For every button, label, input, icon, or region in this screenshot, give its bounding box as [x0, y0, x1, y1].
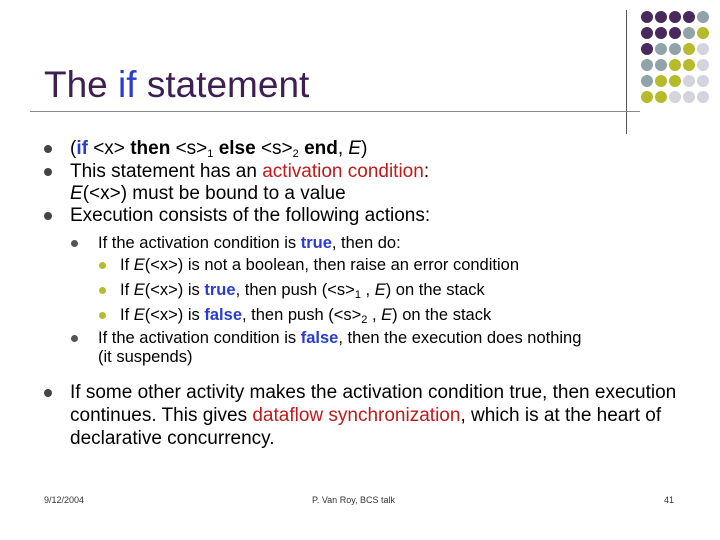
dot-icon: [669, 43, 681, 55]
vertical-divider: [626, 10, 627, 134]
subbullet-false-case: If the activation condition is false, then the execution does nothing (it suspends): [44, 329, 598, 367]
subsubbullet-true-push: If E(<x>) is true, then push ($<s>_1$ , E) on the stack: [44, 278, 684, 303]
footer-author: P. Van Roy, BCS talk: [312, 495, 396, 505]
dot-icon: [683, 91, 695, 103]
title-underline: [30, 111, 640, 112]
dot-icon: [669, 91, 681, 103]
dot-icon: [641, 11, 653, 23]
bullet-icon: [71, 240, 78, 247]
dot-icon: [697, 27, 709, 39]
subbullet-true-case: If the activation condition is true, then do:: [44, 234, 684, 253]
footer-page-number: 41: [664, 495, 675, 505]
dot-icon: [641, 75, 653, 87]
dot-icon: [669, 27, 681, 39]
dot-icon: [669, 75, 681, 87]
dot-icon: [683, 59, 695, 71]
activation-condition-highlight: activation condition: [262, 161, 424, 182]
bullet-icon: [44, 145, 52, 153]
dot-icon: [641, 91, 653, 103]
dataflow-sync-highlight: dataflow synchronization: [252, 405, 461, 426]
bullet-icon: [99, 287, 106, 294]
dot-icon: [683, 27, 695, 39]
dot-icon: [697, 43, 709, 55]
bullet-icon: [44, 168, 52, 176]
dot-icon: [697, 11, 709, 23]
dot-icon: [669, 59, 681, 71]
slide-title: The if statement: [44, 64, 310, 105]
dot-icon: [655, 75, 667, 87]
dot-icon: [655, 91, 667, 103]
bullet-dataflow-sync: If some other activity makes the activation condition true, then execution continues. This gives dataflow synchronization, which is at the heart of declarative concurrency.: [44, 381, 680, 450]
bullet-icon: [44, 389, 52, 397]
dot-icon: [655, 43, 667, 55]
subsubbullet-not-boolean: If E(<x>) is not a boolean, then raise an error condition: [44, 253, 684, 278]
dot-icon: [641, 27, 653, 39]
dot-icon: [655, 11, 667, 23]
footer-date: 9/12/2004: [44, 495, 85, 505]
dot-icon: [641, 43, 653, 55]
decorative-dot-grid: [639, 9, 720, 119]
bullet-execution: Execution consists of the following actions:: [44, 205, 684, 227]
subsubbullet-false-push: If E(<x>) is false, then push ($<s>_2$ , E) on the stack: [44, 303, 684, 328]
slide-body: [44, 138, 684, 450]
bullet-icon: [71, 335, 78, 342]
bullet-icon: [44, 212, 52, 220]
dot-icon: [683, 75, 695, 87]
bullet-if-syntax: (if <x> then $<s>_1$ else $<s>_2$ end, E): [44, 138, 684, 160]
dot-icon: [683, 43, 695, 55]
bullet-icon: [99, 262, 106, 269]
dot-icon: [669, 11, 681, 23]
dot-icon: [697, 75, 709, 87]
title-keyword: if: [118, 64, 137, 105]
dot-icon: [697, 59, 709, 71]
dot-icon: [683, 11, 695, 23]
dot-icon: [655, 59, 667, 71]
bullet-icon: [99, 312, 106, 319]
dot-icon: [697, 91, 709, 103]
bullet-activation-condition: This statement has an activation condition: E(<x>) must be bound to a value: [44, 161, 684, 205]
dot-icon: [655, 27, 667, 39]
dot-icon: [641, 59, 653, 71]
